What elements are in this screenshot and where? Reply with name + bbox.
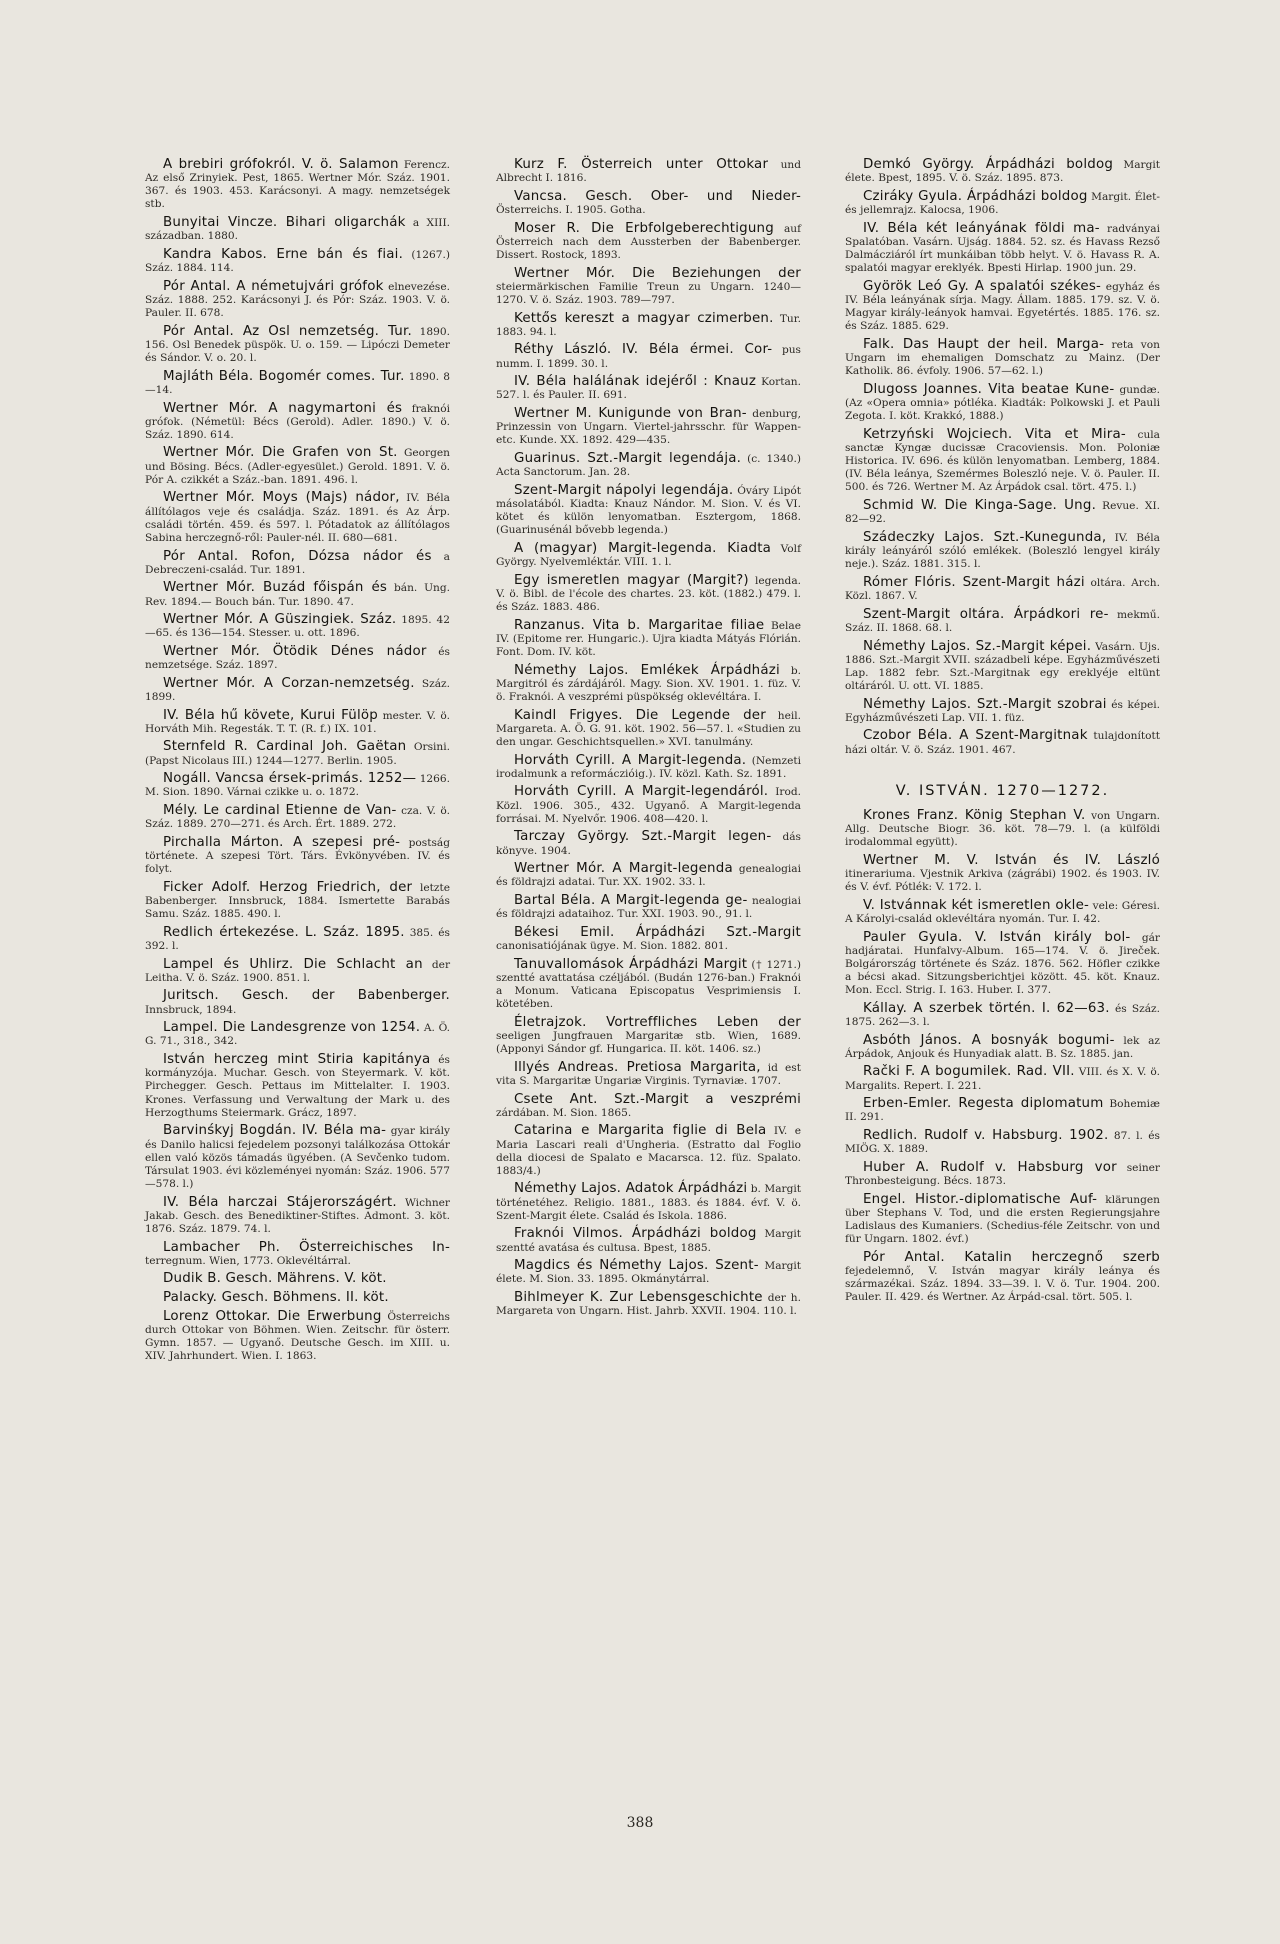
entry-text: der h. Margareta von Ungarn. Hist. Jahrb. XXVII. 1904. 110. l. xyxy=(496,1292,801,1318)
entry-text: terregnum. Wien, 1773. Oklevéltárral. xyxy=(145,1254,351,1267)
entry-text: reta von Ungarn im ehemaligen Domschatz zu Mainz. (Der Katholik. 86. évfoly. 1906. 57—62. l.) xyxy=(845,338,1160,378)
bibliography-entry xyxy=(845,338,1160,378)
bibliography-entry xyxy=(496,542,801,569)
bibliography-entry xyxy=(496,484,801,538)
bibliography-entry xyxy=(845,640,1160,694)
bibliography-entry xyxy=(845,698,1160,725)
bibliography-entry xyxy=(496,407,801,447)
bibliography-entry xyxy=(496,312,801,339)
entry-text: VIII. és X. V. ö. Margalits. Repert. I. 221. xyxy=(845,1066,1160,1092)
entry-text: lek az Árpádok, Anjouk és Hunyadiak alatt. B. Sz. 1885. jan. xyxy=(845,1034,1161,1060)
page-number: 388 xyxy=(626,1815,654,1831)
entry-heading: Pór Antal. Katalin herczegnő szerb xyxy=(863,1249,1160,1265)
entry-heading: Némethy Lajos. Szt.-Margit szobrai xyxy=(863,696,1107,712)
entry-heading: Sternfeld R. Cardinal Joh. Gaëtan xyxy=(163,739,407,755)
entry-heading: Némethy Lajos. Sz.-Margit képei. xyxy=(863,638,1092,654)
entry-text: 1895. 42—65. és 136—154. Stesser. u. ott. 1896. xyxy=(145,614,450,640)
entry-heading: Vancsa. Gesch. Ober- und Nieder- xyxy=(514,188,801,204)
entry-heading: Némethy Lajos. Emlékek Árpádházi xyxy=(514,662,780,678)
entry-text: Tur. 1883. 94. l. xyxy=(496,312,801,338)
entry-heading: Majláth Béla. Bogomér comes. Tur. xyxy=(163,368,405,384)
entry-heading: Wertner M. Kunigunde von Bran- xyxy=(514,406,747,421)
bibliography-entry xyxy=(845,531,1160,571)
bibliography-entry xyxy=(845,729,1160,756)
entry-heading: Kállay. A szerbek történ. I. 62—63. xyxy=(863,1000,1110,1016)
entry-text: Belae IV. (Epitome rer. Hungaric.). Ujra kiadta Mátyás Flórián. Font. Dom. IV. köt. xyxy=(496,619,801,658)
entry-heading: Falk. Das Haupt der heil. Marga- xyxy=(863,336,1105,352)
entry-text: IV. Béla állítólagos veje és családja. Száz. 1891. és Az Árp. családi történ. 459. és 597. l. Pótadatok az állítólagos Sabina herczegnő-ről: Pauler-nél. II. 680—681. xyxy=(145,492,450,544)
entry-heading: Lampel és Uhlirz. Die Schlacht an xyxy=(163,956,423,972)
entry-heading: Magdics és Némethy Lajos. Szent- xyxy=(514,1258,759,1274)
bibliography-entry xyxy=(496,375,801,402)
entry-text: († 1271.) szentté avattatása czéljából. (Budán 1276-ban.) Fraknói a Monum. Vaticana Episcopatus Vesprimiensis I. kötetében. xyxy=(496,958,801,1011)
bibliography-entry xyxy=(145,280,450,320)
column-left xyxy=(145,158,450,1368)
entry-heading: Guarinus. Szt.-Margit legendája. xyxy=(514,450,742,466)
entry-heading: Wertner Mór. A Corzan-nemzetség. xyxy=(163,675,415,691)
entry-text: 385. és 392. l. xyxy=(145,926,450,952)
bibliography-entry xyxy=(496,574,801,614)
entry-text: Österreichs durch Ottokar von Böhmen. Wien. Zeitschr. für österr. Gymn. 1857. — Ugyanő. Deutsche Gesch. im XIII. u. XIV. Jahrhundert. Wien. I. 1863. xyxy=(145,1310,450,1363)
entry-heading: Ranzanus. Vita b. Margaritae filiae xyxy=(514,617,765,633)
bibliography-entry xyxy=(145,248,450,275)
entry-text: Orsini. (Papst Nicolaus III.) 1244—1277. Berlin. 1905. xyxy=(145,741,450,767)
bibliography-entry xyxy=(496,1227,801,1254)
bibliography-entry xyxy=(145,1196,450,1236)
bibliography-entry xyxy=(845,809,1160,849)
entry-heading: Ficker Adolf. Herzog Friedrich, der xyxy=(163,879,413,895)
entry-text: klärungen über Stephans V. Tod, und die ersten Regierungsjahre Ladislaus des Kumaniers. (Schedius-féle Zeitschr. von und für Ungarn. 1802. évf.) xyxy=(845,1193,1160,1246)
entry-heading: Pirchalla Márton. A szepesi pré- xyxy=(163,834,401,850)
entry-text: (c. 1340.) Acta Sanctorum. Jan. 28. xyxy=(496,452,801,479)
entry-text: bán. Ung. Rev. 1894.— Bouch bán. Tur. 1890. 47. xyxy=(145,582,451,608)
section-title: V. ISTVÁN. 1270—1272. xyxy=(895,782,1110,799)
bibliography-entry xyxy=(145,677,450,704)
bibliography-entry xyxy=(845,899,1160,926)
bibliography-entry xyxy=(496,830,801,857)
entry-heading: Kandra Kabos. Erne bán és fiai. xyxy=(163,246,404,262)
entry-heading: Catarina e Margarita figlie di Bela xyxy=(514,1123,767,1139)
entry-text: Innsbruck, 1894. xyxy=(145,1003,237,1016)
entry-text: seiner Thronbesteigung. Bécs. 1873. xyxy=(845,1161,1160,1187)
bibliography-entry xyxy=(496,1124,801,1178)
entry-text: gár hadjáratai. Hunfalvy-Album. 165—174. V. ö. Jireček. Bolgárország története és Száz. 1876. 562. Höfler czikke a bécsi akad. Sitzungsberichtjei között. 45. köt. Knauz. Mon. Eccl. Strig. I. 163. Huber. I. 377. xyxy=(845,931,1160,997)
column-middle xyxy=(496,158,801,1323)
entry-heading: IV. Béla két leányának földi ma- xyxy=(863,220,1100,236)
bibliography-entry xyxy=(145,216,450,243)
entry-text: tulajdonított házi oltár. V. ö. Száz. 1901. 467. xyxy=(845,730,1160,756)
entry-text: Kortan. 527. l. és Pauler. II. 691. xyxy=(496,376,801,402)
bibliography-entry xyxy=(145,446,450,486)
entry-text: cula sanctæ Kyngæ ducissæ Cracoviensis. Mon. Poloniæ Historica. IV. 696. és külön lenyomatban. Lemberg, 1884. (IV. Béla leánya, Szemérmes Boleszló neje. V. ö. Pauler. II. 500. és 726. Wertner M. Az Árpádok csal. tört. 475. l.) xyxy=(845,428,1160,494)
entry-heading: István herczeg mint Stiria kapitánya xyxy=(163,1052,431,1068)
entry-heading: Kettős kereszt a magyar czimerben. xyxy=(514,310,774,326)
bibliography-entry xyxy=(145,645,450,672)
bibliography-entry xyxy=(145,1272,450,1286)
entry-heading: A brebiri grófokról. V. ö. Salamon xyxy=(163,157,399,172)
entry-text: Vasárn. Ujs. 1886. Szt.-Margit XVII. századbeli képe. Egyházművészeti Lap. 1882 febr. Szt.-Margitnak egy ereklyéje eltünt oltáráról. U. ott. VI. 1885. xyxy=(845,640,1161,692)
bibliography-entry xyxy=(496,862,801,889)
entry-heading: Huber A. Rudolf v. Habsburg vor xyxy=(863,1159,1117,1175)
entry-heading: Csete Ant. Szt.-Margit a veszprémi xyxy=(514,1091,801,1107)
entry-text: oltára. Arch. Közl. 1867. V. xyxy=(845,576,1160,603)
entry-text: und Albrecht I. 1816. xyxy=(496,159,801,185)
entry-heading: Békesi Emil. Árpádházi Szt.-Margit xyxy=(514,924,801,940)
bibliography-entry xyxy=(145,926,450,953)
bibliography-entry xyxy=(845,931,1160,998)
entry-text: (1267.) Száz. 1884. 114. xyxy=(145,248,450,275)
entry-heading: IV. Béla hű követe, Kurui Fülöp xyxy=(163,707,379,723)
entry-text: pus numm. I. 1899. 30. l. xyxy=(496,344,801,370)
entry-text: IV. e Maria Lascari reali d'Ungheria. (Estratto dal Foglio della diocesi de Spalato e Macarsca. 12. füz. Spalato. 1883/4.) xyxy=(496,1125,801,1177)
entry-text: Revue. XI. 82—92. xyxy=(845,500,1160,526)
bibliography-entry xyxy=(496,1061,801,1088)
bibliography-entry xyxy=(145,740,450,767)
bibliography-entry xyxy=(845,1161,1160,1188)
entry-heading: V. Istvánnak két ismeretlen okle- xyxy=(863,897,1090,913)
bibliography-entry xyxy=(496,452,801,479)
bibliography-entry xyxy=(845,222,1160,276)
entry-heading: Demkó György. Árpádházi boldog xyxy=(863,157,1114,172)
entry-text: zárdában. M. Sion. 1865. xyxy=(496,1106,632,1119)
entry-text: der Leitha. V. ö. Száz. 1900. 851. l. xyxy=(145,958,451,984)
entry-heading: IV. Béla harczai Stájerországért. xyxy=(163,1194,397,1210)
entry-text: auf Österreich nach dem Aussterben der Babenberger. Dissert. Rostock, 1893. xyxy=(496,222,801,261)
entry-heading: Erben-Emler. Regesta diplomatum xyxy=(863,1096,1104,1112)
entry-heading: Szádeczky Lajos. Szt.-Kunegunda, xyxy=(863,529,1107,545)
entry-text: Wichner Jakab. Gesch. des Benediktiner-Stiftes. Admont. 3. köt. 1876. Száz. 1879. 74. l. xyxy=(145,1196,450,1235)
entry-heading: Egy ismeretlen magyar (Margit?) xyxy=(514,572,749,588)
entry-text: a Debreczeni-család. Tur. 1891. xyxy=(145,550,450,576)
entry-heading: Wertner Mór. Moys (Majs) nádor, xyxy=(163,490,400,506)
bibliography-entry xyxy=(145,1291,450,1305)
entry-heading: Engel. Histor.-diplomatische Auf- xyxy=(863,1191,1098,1207)
column-right xyxy=(845,158,1160,1309)
entry-heading: Dudik B. Gesch. Mährens. V. köt. xyxy=(163,1271,387,1287)
entry-heading: Némethy Lajos. Adatok Árpádházi xyxy=(514,1181,748,1197)
bibliography-entry xyxy=(845,499,1160,526)
entry-text: mekmű. Száz. II. 1868. 68. l. xyxy=(845,608,1160,634)
entry-heading: Réthy László. IV. Béla érmei. Cor- xyxy=(514,342,773,358)
entry-heading: Wertner Mór. Die Beziehungen der xyxy=(514,265,801,281)
entry-heading: Wertner M. V. István és IV. László xyxy=(863,852,1160,868)
entry-text: A. Ö. G. 71., 318., 342. xyxy=(145,1022,451,1048)
bibliography-entry xyxy=(845,1065,1160,1092)
entry-text: gyar király és Danilo halicsi fejedelem pozsonyi találkozása Ottokár ellen való közös támadás ügyében. (A Sevčenko tudom. Társulat 1903. évi közleményei nyomán: Száz. 1906. 577—578. l.) xyxy=(145,1125,451,1190)
entry-text: fraknói grófok. (Németül: Bécs (Gerold). Adler. 1890.) V. ö. Száz. 1890. 614. xyxy=(145,402,450,441)
entry-heading: Krones Franz. König Stephan V. xyxy=(863,807,1086,823)
entry-heading: Horváth Cyrill. A Margit-legendáról. xyxy=(514,784,769,800)
entry-heading: Pór Antal. Az Osl nemzetség. Tur. xyxy=(163,323,412,339)
bibliography-entry xyxy=(845,383,1160,423)
bibliography-entry xyxy=(145,1310,450,1364)
entry-heading: Cziráky Gyula. Árpádházi boldog xyxy=(863,188,1088,204)
bibliography-entry xyxy=(145,958,450,985)
entry-heading: Asbóth János. A bosnyák bogumi- xyxy=(863,1032,1115,1048)
entry-text: id est vita S. Margaritæ Ungariæ Virginis. Tyrnaviæ. 1707. xyxy=(496,1061,801,1087)
entry-heading: Pór Antal. A németujvári grófok xyxy=(163,278,384,294)
bibliography-entry xyxy=(496,709,801,749)
entry-heading: Wertner Mór. Ötödik Dénes nádor xyxy=(163,644,427,659)
bibliography-entry xyxy=(496,619,801,659)
entry-heading: Dlugoss Joannes. Vita beatae Kune- xyxy=(863,381,1115,397)
entry-heading: A (magyar) Margit-legenda. Kiadta xyxy=(514,540,772,556)
bibliography-entry xyxy=(496,785,801,825)
bibliography-entry xyxy=(145,772,450,799)
entry-text: Irod. Közl. 1906. 305., 432. Ugyanő. A Margit-legenda forrásai. M. Nyelvőr. 1906. 408—420. l. xyxy=(496,786,801,825)
bibliography-entry xyxy=(145,491,450,545)
bibliography-entry xyxy=(145,613,450,640)
entry-heading: Ketrzyński Wojciech. Vita et Mira- xyxy=(863,426,1126,442)
entry-heading: Bihlmeyer K. Zur Lebensgeschichte xyxy=(514,1290,763,1306)
entry-text: és Száz. 1875. 262—3. l. xyxy=(845,1002,1160,1028)
entry-text: Österreichs. I. 1905. Gotha. xyxy=(496,203,646,216)
entry-text: b. Margit történetéhez. Religio. 1881., 1883. és 1884. évf. V. ö. Szent-Margit élete. Család és Iskola. 1886. xyxy=(496,1183,802,1222)
entry-heading: Kaindl Frigyes. Die Legende der xyxy=(514,707,766,723)
bibliography-entry xyxy=(845,854,1160,894)
entry-heading: Kurz F. Österreich unter Ottokar xyxy=(514,157,769,172)
entry-text: 87. l. és MIÖG. X. 1889. xyxy=(845,1130,1160,1156)
entry-text: radványai Spalatóban. Vasárn. Ujság. 1884. 52. sz. és Havass Rezső Dalmácziáról írt munkáiban több helyt. V. ö. Havass R. A. spalatói magyar ereklyék. Bpesti Hirlap. 1900 jun. 29. xyxy=(845,222,1160,275)
entry-text: Száz. 1899. xyxy=(145,677,450,703)
entry-heading: Szent-Margit nápolyi legendája. xyxy=(514,482,734,498)
entry-text: Margit élete. M. Sion. 33. 1895. Okmánytárral. xyxy=(496,1260,801,1286)
entry-text: steiermärkischen Familie Treun zu Ungarn. 1240—1270. V. ö. Száz. 1903. 789—797. xyxy=(496,280,801,306)
entry-heading: Palacky. Gesch. Böhmens. II. köt. xyxy=(163,1290,389,1306)
entry-heading: Életrajzok. Vortreffliches Leben der xyxy=(514,1014,801,1030)
entry-text: Bohemiæ II. 291. xyxy=(845,1098,1160,1124)
bibliography-entry xyxy=(145,550,450,577)
entry-text: cza. V. ö. Száz. 1889. 270—271. és Arch. Ért. 1889. 272. xyxy=(145,805,450,831)
bibliography-entry xyxy=(845,1002,1160,1029)
entry-heading: Redlich. Rudolf v. Habsburg. 1902. xyxy=(863,1128,1109,1144)
bibliography-entry xyxy=(496,1182,801,1222)
entry-heading: Szent-Margit oltára. Árpádkori re- xyxy=(863,606,1109,622)
entry-text: gundæ. (Az «Opera omnia» pótléka. Kiadták: Polkowski J. et Pauli Zegota. I. köt. Krakkó, 1888.) xyxy=(845,383,1160,423)
entry-text: és nemzetsége. Száz. 1897. xyxy=(145,646,450,672)
entry-heading: Tarczay György. Szt.-Margit legen- xyxy=(514,829,772,845)
entry-text: (Nemzeti irodalmunk a reformáczióig.). IV. közl. Kath. Sz. 1891. xyxy=(496,754,801,780)
entry-heading: Györök Leó Gy. A spalatói székes- xyxy=(863,278,1102,294)
bibliography-entry xyxy=(845,1251,1160,1305)
entry-heading: Redlich értekezése. L. Száz. 1895. xyxy=(163,924,405,940)
entry-text: legenda. V. ö. Bibl. de l'école des chartes. 23. köt. (1882.) 479. l. és Száz. 1883. 486. xyxy=(496,574,801,614)
entry-heading: Bartal Béla. A Margit-legenda ge- xyxy=(514,893,748,908)
entry-heading: Fraknói Vilmos. Árpádházi boldog xyxy=(514,1226,757,1242)
entry-heading: Lambacher Ph. Österreichisches In- xyxy=(163,1239,450,1255)
bibliography-entry xyxy=(496,664,801,704)
bibliography-entry xyxy=(145,158,450,212)
entry-text: egyház és IV. Béla leányának sírja. Magy. Állam. 1885. 179. sz. V. ö. Magyar király-leányok hamvai. Egyetértés. 1885. 176. sz. és Száz. 1885. 629. xyxy=(845,280,1160,333)
bibliography-entry xyxy=(845,428,1160,495)
entry-text: itinerariuma. Vjestnik Arkiva (zágrábi) 1902. és 1903. IV. és V. évf. Pótlék: V. 172. l. xyxy=(845,867,1160,894)
entry-text: mester. V. ö. Horváth Mih. Regesták. T. T. (R. f.) IX. 101. xyxy=(145,709,450,735)
entry-text: Margit. Élet- és jellemrajz. Kalocsa, 1906. xyxy=(845,190,1160,216)
entry-text: genealogiai és földrajzi adatai. Tur. XX. 1902. 33. l. xyxy=(496,863,801,889)
bibliography-entry xyxy=(845,608,1160,635)
entry-heading: Wertner Mór. Die Grafen von St. xyxy=(163,445,398,461)
bibliography-entry xyxy=(496,1259,801,1286)
entry-text: seeligen Jungfrauen Margaritæ stb. Wien, 1689. (Apponyi Sándor gf. Hungarica. II. köt. 1406. sz.) xyxy=(496,1029,801,1056)
bibliography-entry xyxy=(145,1241,450,1268)
bibliography-entry xyxy=(496,222,801,262)
entry-heading: Moser R. Die Erbfolgeberechtigung xyxy=(514,220,774,236)
entry-text: vele: Géresi. A Károlyi-család oklevéltára nyomán. Tur. I. 42. xyxy=(845,899,1160,925)
entry-text: canonisatiójának ügye. M. Sion. 1882. 801. xyxy=(496,939,729,952)
bibliography-entry xyxy=(845,190,1160,217)
bibliography-entry xyxy=(496,343,801,370)
entry-text: letzte Babenberger. Innsbruck, 1884. Ismertette Barabás Samu. Száz. 1885. 490. l. xyxy=(145,881,450,921)
entry-heading: Rački F. A bogumilek. Rad. VII. xyxy=(863,1064,1075,1080)
bibliography-entry xyxy=(145,1053,450,1120)
bibliography-entry xyxy=(496,1093,801,1120)
bibliography-entry xyxy=(845,1129,1160,1156)
bibliography-entry xyxy=(496,958,801,1012)
bibliography-entry xyxy=(845,158,1160,185)
bibliography-entry xyxy=(145,709,450,736)
entry-text: heil. Margareta. A. Ö. G. 91. köt. 1902. 56—57. l. «Studien zu den ungar. Geschichtsquellen.» XVI. tanulmány. xyxy=(496,709,801,748)
entry-text: 1266. M. Sion. 1890. Várnai czikke u. o. 1872. xyxy=(145,773,451,799)
entry-text: 1890. 156. Osl Benedek püspök. U. o. 159. — Lipóczi Demeter és Sándor. V. o. 20. l. xyxy=(145,325,450,365)
bibliography-entry xyxy=(145,402,450,442)
entry-heading: Juritsch. Gesch. der Babenberger. xyxy=(163,988,450,1004)
entry-text: és képei. Egyházművészeti Lap. VII. 1. füz. xyxy=(845,698,1160,724)
entry-heading: Pór Antal. Rofon, Dózsa nádor és xyxy=(163,548,432,564)
bibliography-entry xyxy=(496,1016,801,1056)
bibliography-entry xyxy=(496,267,801,307)
bibliography-entry xyxy=(845,576,1160,603)
entry-heading: Nogáll. Vancsa érsek-primás. 1252— xyxy=(163,771,417,787)
entry-heading: Wertner Mór. A Margit-legenda xyxy=(514,861,733,877)
entry-heading: Wertner Mór. Buzád főispán és xyxy=(163,580,388,596)
entry-text: elnevezése. Száz. 1888. 252. Karácsonyi J. és Pór: Száz. 1903. V. ö. Pauler. II. 678. xyxy=(145,280,450,320)
bibliography-entry xyxy=(145,989,450,1016)
bibliography-entry xyxy=(145,1124,450,1191)
entry-heading: Wertner Mór. A Güszingiek. Száz. xyxy=(163,612,397,628)
entry-text: és kormányzója. Muchar. Gesch. von Steyermark. V. köt. Pirchegger. Gesch. Pettaus im Mittelalter. I. 1903. Krones. Verfassung und Verwaltung der Mark u. des Herzogthums Steiermark. Grácz, 1897. xyxy=(145,1054,450,1119)
entry-text: Volf György. Nyelvemléktár. VIII. 1. l. xyxy=(496,542,801,569)
entry-text: IV. Béla király leányáról szóló emlékek. (Boleszló lengyel király neje.). Száz. 1881. 315. l. xyxy=(845,531,1160,571)
entry-text: Ferencz. Az első Zrinyiek. Pest, 1865. Wertner Mór. Száz. 1901. 367. és 1903. 453. Karácsonyi. A magy. nemzetségek stb. xyxy=(145,159,450,211)
bibliography-entry xyxy=(845,1097,1160,1124)
entry-heading: Mély. Le cardinal Etienne de Van- xyxy=(163,803,397,819)
bibliography-entry xyxy=(845,280,1160,334)
bibliography-entry xyxy=(145,325,450,365)
entry-text: Margit szentté avatása és cultusa. Bpest, 1885. xyxy=(496,1228,801,1254)
entry-text: fejedelemnő, V. István magyar király leánya és származékai. Száz. 1894. 33—39. l. V. ö. Tur. 1904. 200. Pauler. II. 429. és Wertner. Az Árpád-csal. tört. 505. l. xyxy=(845,1264,1160,1304)
entry-text: dás könyve. 1904. xyxy=(496,831,801,857)
bibliography-entry xyxy=(145,836,450,876)
bibliography-entry xyxy=(496,1291,801,1318)
entry-text: Óváry Lipót másolatából. Kiadta: Knauz Nándor. M. Sion. V. és VI. kötet és külön lenyomatban. Esztergom, 1868. (Guarinusénál bővebb legenda.) xyxy=(496,484,801,537)
bibliography-entry xyxy=(145,804,450,831)
entry-text: Margit élete. Bpest, 1895. V. ö. Száz. 1895. 873. xyxy=(845,159,1160,185)
entry-heading: Czobor Béla. A Szent-Margitnak xyxy=(863,728,1088,744)
entry-text: b. Margitról és zárdájáról. Magy. Sion. XV. 1901. 1. füz. V. ö. Fraknói. A veszprémi püspökség oklevéltára. I. xyxy=(496,664,801,703)
bibliography-entry xyxy=(496,926,801,953)
entry-text: von Ungarn. Allg. Deutsche Biogr. 36. köt. 78—79. l. (a külföldi irodalommal együtt). xyxy=(845,809,1161,849)
bibliography-entry xyxy=(845,1193,1160,1247)
entry-heading: Rómer Flóris. Szent-Margit házi xyxy=(863,574,1085,590)
bibliography-entry xyxy=(845,1034,1160,1061)
entry-text: a XIII. században. 1880. xyxy=(145,217,450,243)
bibliography-entry xyxy=(496,190,801,217)
entry-heading: Pauler Gyula. V. István király bol- xyxy=(863,929,1131,945)
bibliography-entry xyxy=(496,894,801,921)
entry-heading: Illyés Andreas. Pretiosa Margarita, xyxy=(514,1059,761,1075)
entry-heading: Tanuvallomások Árpádházi Margit xyxy=(514,956,748,972)
entry-heading: Lampel. Die Landesgrenze von 1254. xyxy=(163,1020,421,1036)
entry-heading: Horváth Cyrill. A Margit-legenda. xyxy=(514,752,747,768)
entry-heading: IV. Béla halálának idejéről : Knauz xyxy=(514,374,757,390)
entry-text: nealogiai és földrajzi adataihoz. Tur. XXI. 1903. 90., 91. l. xyxy=(496,895,801,921)
entry-heading: Bunyitai Vincze. Bihari oligarchák xyxy=(163,215,406,231)
bibliography-entry xyxy=(145,370,450,397)
entry-text: postság története. A szepesi Tört. Társ. Évkönyvében. IV. és folyt. xyxy=(145,836,450,876)
entry-text: 1890. 8—14. xyxy=(145,370,450,396)
bibliography-entry xyxy=(496,754,801,781)
bibliography-entry xyxy=(496,158,801,185)
entry-text: Georgen und Bösing. Bécs. (Adler-egyesület.) Gerold. 1891. V. ö. Pór A. czikkét a Száz.-ban. 1891. 496. l. xyxy=(145,447,450,486)
entry-heading: Schmid W. Die Kinga-Sage. Ung. xyxy=(863,498,1097,514)
bibliography-entry xyxy=(145,1021,450,1048)
entry-heading: Lorenz Ottokar. Die Erwerbung xyxy=(163,1308,382,1324)
bibliography-entry xyxy=(145,881,450,921)
entry-heading: Barvinśkyj Bogdán. IV. Béla ma- xyxy=(163,1123,387,1139)
entry-heading: Wertner Mór. A nagymartoni és xyxy=(163,400,403,416)
entry-text: denburg, Prinzessin von Ungarn. Viertel-jahrsschr. für Wappen- etc. Kunde. XX. 1892. 429—435. xyxy=(496,408,801,447)
bibliography-entry xyxy=(145,581,450,608)
